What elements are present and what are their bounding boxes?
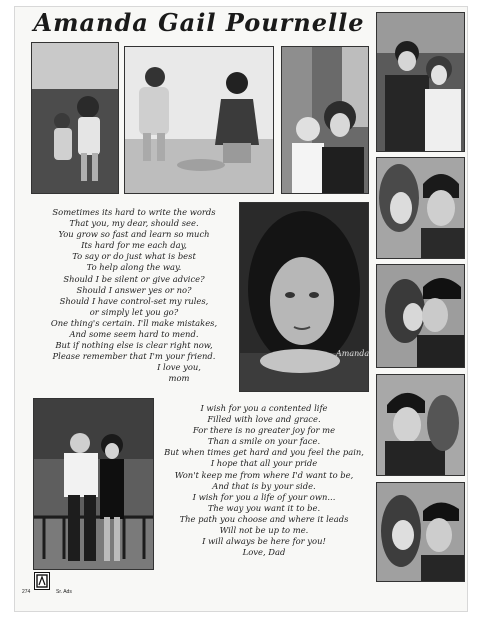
poem-line: Please remember that I'm your friend.	[52, 351, 216, 362]
poem-signature: mom	[168, 373, 190, 384]
photobooth-strip-1	[376, 157, 465, 259]
poem-signoff: Love, Dad	[242, 547, 286, 558]
poem-line: I wish for you a contented life	[200, 403, 328, 413]
photobooth-strip-2	[376, 264, 465, 368]
poem-line: Than a smile on your face.	[207, 436, 321, 447]
photo-mother-daughter	[281, 46, 369, 194]
page-title: Amanda Gail Pournelle	[33, 8, 365, 37]
poem-line: And that is by your side.	[212, 480, 316, 491]
mom-poem	[30, 207, 238, 385]
yearbook-logo-icon	[34, 572, 50, 590]
page-number: 274	[22, 589, 31, 595]
poem-line: Won't keep me from where I'd want to be,	[174, 469, 354, 480]
poem-line: Will not be up to me.	[219, 525, 309, 536]
photo-father-daughter	[33, 398, 154, 570]
poem-line: Its hard for me each day,	[81, 240, 187, 251]
poem-line: Sometimes its hard to write the words	[52, 207, 216, 217]
poem-line: To say or do just what is best	[72, 251, 196, 262]
poem-line: or simply let you go?	[89, 306, 179, 317]
photo-couple-outdoors	[376, 12, 465, 152]
poem-line: I will always be here for you!	[202, 536, 326, 547]
poem-line: I wish for you a life of your own...	[192, 491, 336, 502]
poem-line: Should I be silent or give advice?	[63, 273, 205, 284]
poem-line: One thing's certain. I'll make mistakes,	[50, 317, 218, 328]
poem-line: And some seem hard to mend.	[69, 329, 199, 340]
poem-line: To help along the way.	[86, 262, 182, 273]
poem-line: The way you want it to be.	[207, 502, 321, 513]
poem-line: That you, my dear, should see.	[69, 218, 199, 229]
section-label: Sr. Ads	[56, 589, 72, 595]
photo-toddlers-garden	[31, 42, 119, 194]
photobooth-strip-3	[376, 374, 465, 476]
photo-senior-portrait	[239, 202, 369, 392]
dad-poem	[157, 403, 371, 558]
poem-line: Should I have control-set my rules,	[59, 295, 209, 306]
poem-line: Filled with love and grace.	[207, 414, 321, 425]
poem-line: But when times get hard and you feel the pain,	[164, 447, 364, 458]
photo-girls-beach	[124, 46, 274, 194]
poem-line: But if nothing else is clear right now,	[55, 340, 213, 351]
poem-line: The path you choose and where it leads	[179, 513, 349, 524]
poem-line: For there is no greater joy for me	[192, 425, 336, 436]
poem-line: You grow so fast and learn so much	[58, 229, 210, 240]
photobooth-strip-4	[376, 482, 465, 582]
portrait-signature: Amanda	[336, 349, 370, 358]
poem-line: Should I answer yes or no?	[76, 284, 192, 295]
poem-line: I hope that all your pride	[210, 458, 318, 469]
poem-signoff: I love you,	[157, 362, 201, 373]
